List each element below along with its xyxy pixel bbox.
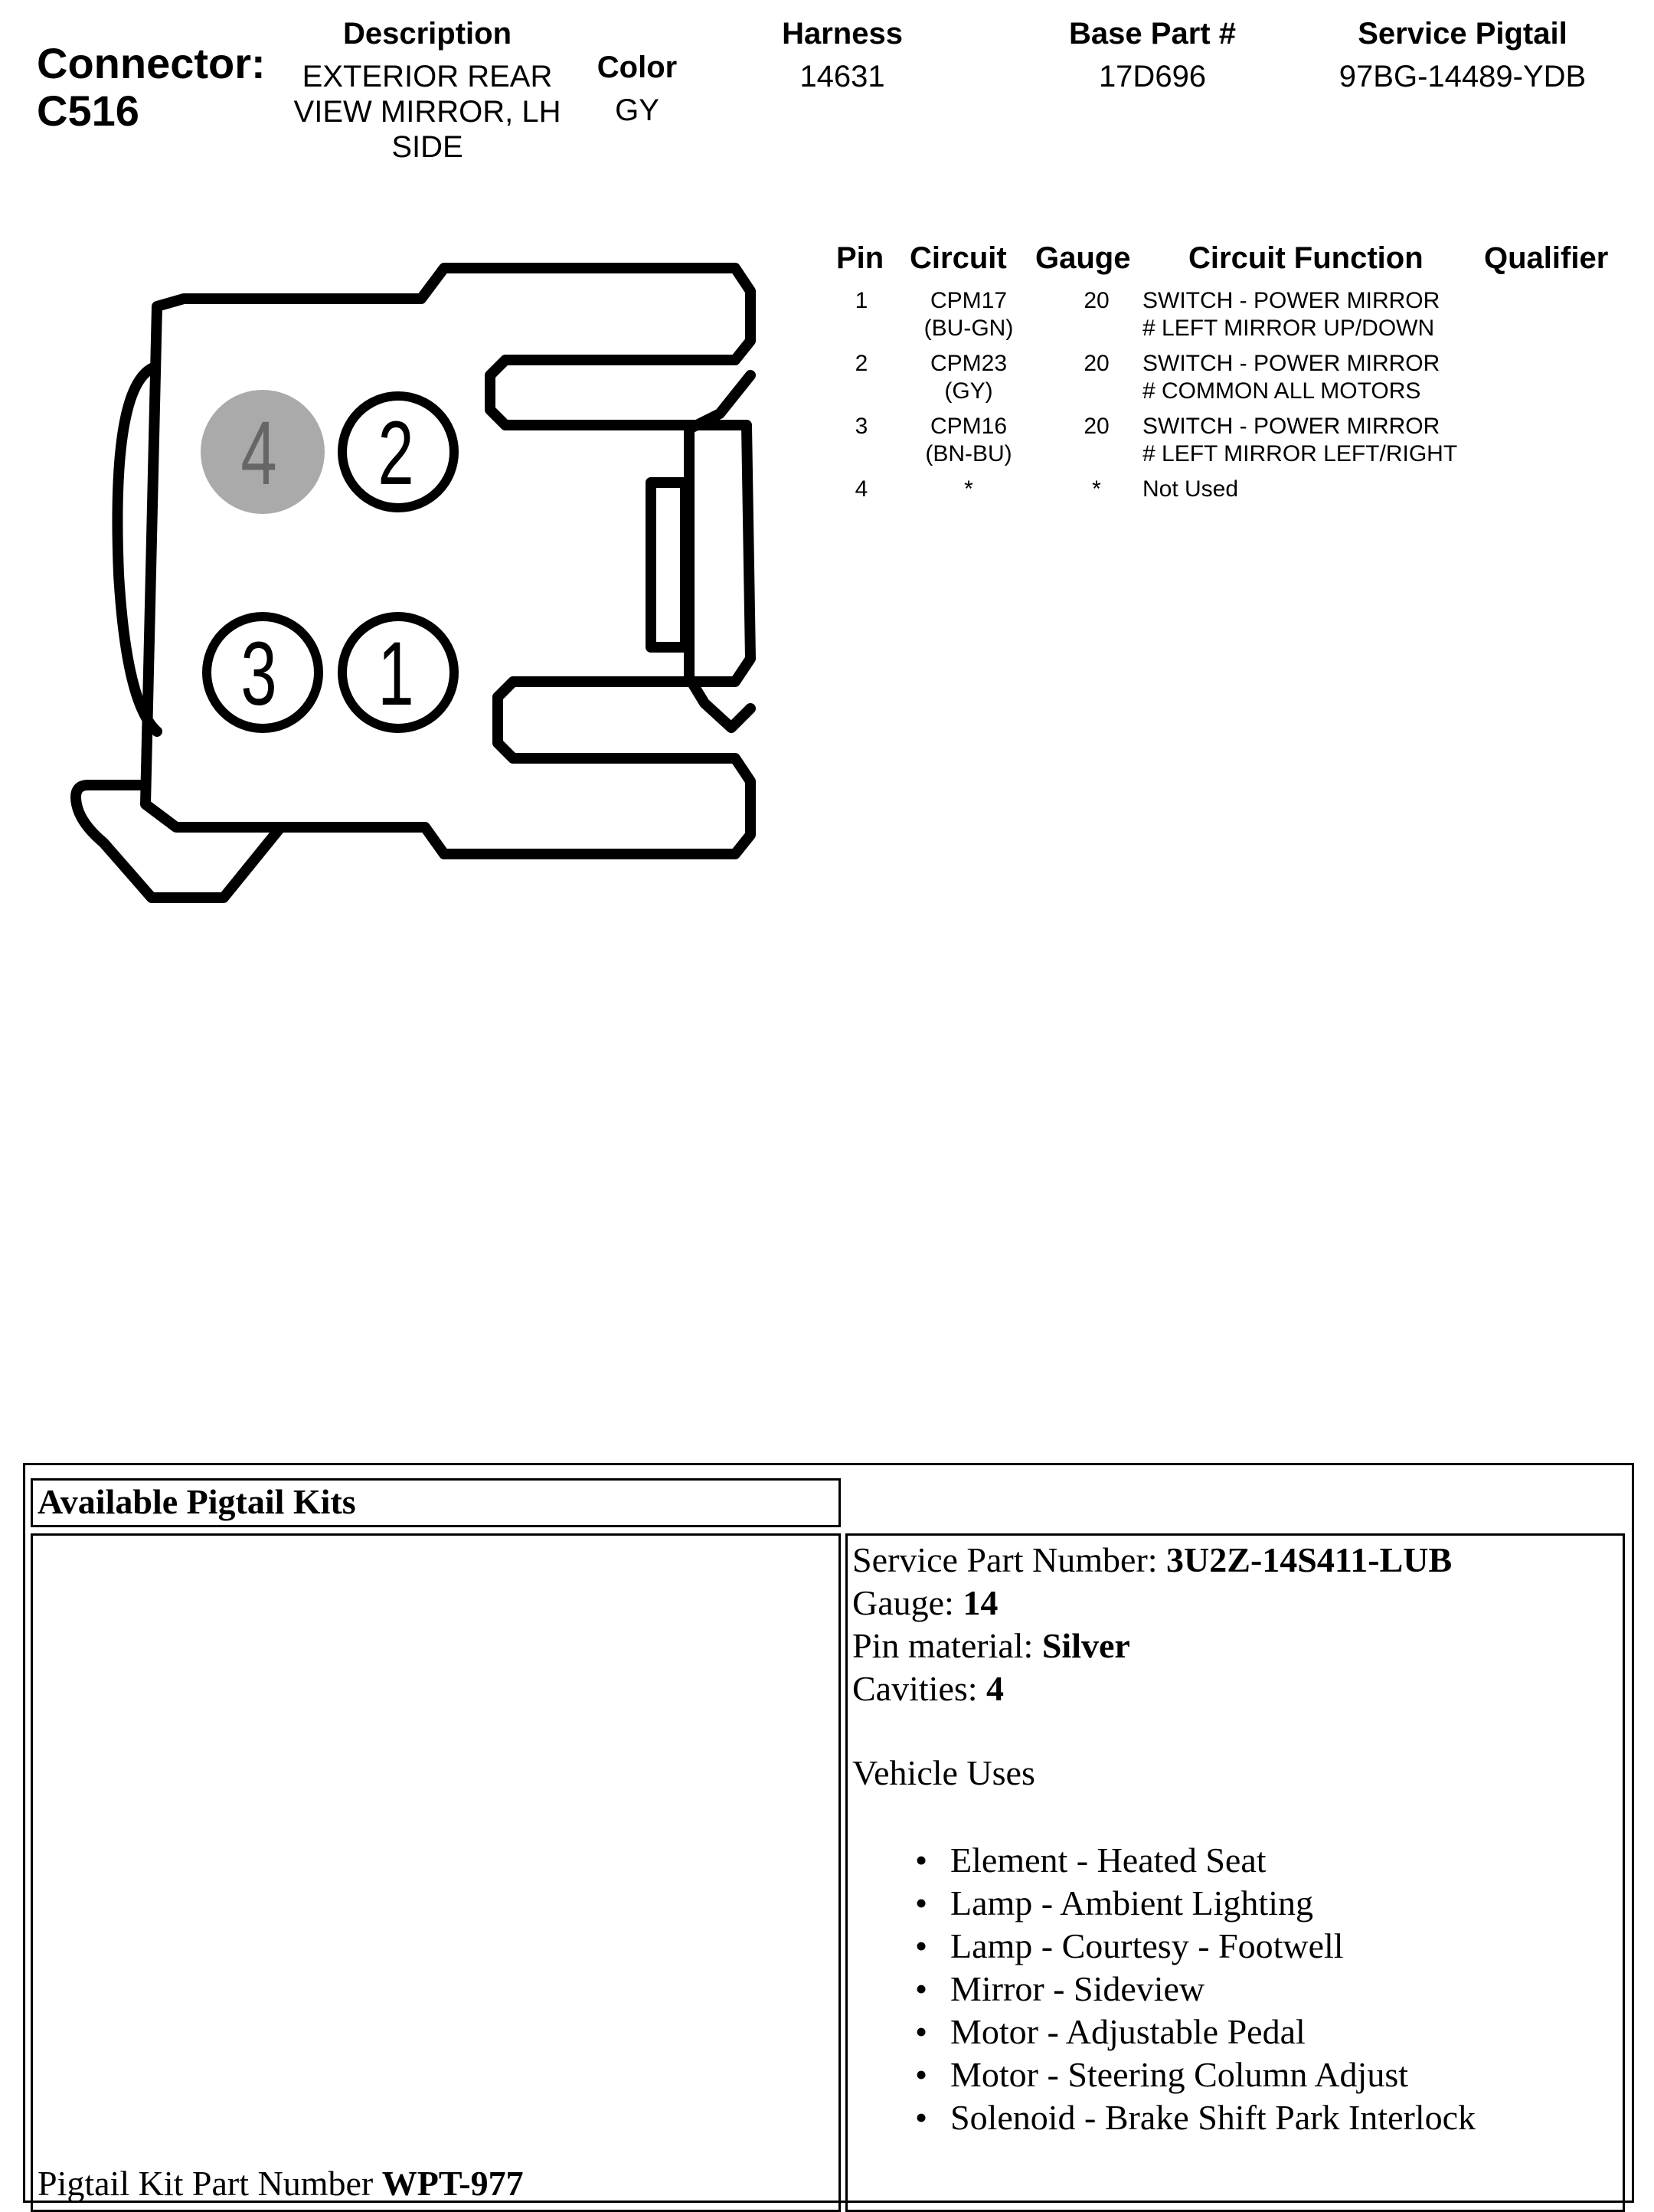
connector-housing-outline bbox=[145, 268, 750, 854]
color-column bbox=[568, 51, 706, 128]
connector-key-slot bbox=[651, 483, 685, 647]
vehicle-use-text: Element - Heated Seat bbox=[950, 1841, 1267, 1880]
vehicle-use-item bbox=[891, 2011, 1623, 2053]
function-line: # LEFT MIRROR UP/DOWN bbox=[1142, 316, 1435, 341]
function-line: SWITCH - POWER MIRROR bbox=[1142, 351, 1440, 376]
service-pigtail-header: Service Pigtail bbox=[1358, 17, 1567, 51]
description-line: EXTERIOR REAR bbox=[302, 60, 553, 93]
connector-label bbox=[37, 40, 266, 135]
circuit-color: (BU-GN) bbox=[923, 316, 1014, 341]
kit-gauge bbox=[852, 1582, 1623, 1625]
pin-row bbox=[827, 413, 1631, 474]
pin-number: 4 bbox=[855, 476, 868, 502]
harness-header: Harness bbox=[782, 17, 903, 51]
circuit-header: Circuit bbox=[910, 241, 1007, 275]
vehicle-use-item bbox=[891, 2053, 1623, 2096]
base-part-value: 17D696 bbox=[1098, 60, 1207, 93]
pin-material-label: Pin material: bbox=[852, 1626, 1042, 1665]
kit-part-value: WPT-977 bbox=[381, 2164, 524, 2203]
connector-id: C516 bbox=[37, 87, 139, 135]
color-value: GY bbox=[615, 93, 659, 127]
kit-part-label: Pigtail Kit Part Number bbox=[38, 2164, 382, 2203]
vehicle-use-text: Solenoid - Brake Shift Park Interlock bbox=[950, 2098, 1476, 2137]
vehicle-use-item bbox=[891, 2096, 1623, 2139]
pin-number: 3 bbox=[855, 414, 868, 439]
bullet-icon: • bbox=[915, 2055, 928, 2094]
circuit-color: (BN-BU) bbox=[925, 441, 1012, 466]
pin-row bbox=[827, 287, 1631, 348]
circuit-cell bbox=[896, 287, 1041, 342]
circuit-code: CPM16 bbox=[930, 414, 1008, 439]
vehicle-uses-list bbox=[891, 1839, 1623, 2139]
bullet-icon: • bbox=[915, 1969, 928, 2008]
pigtail-kit-details-cell bbox=[845, 1533, 1625, 2212]
service-part-label: Service Part Number: bbox=[852, 1540, 1167, 1579]
bullet-icon: • bbox=[915, 1841, 928, 1880]
pin-row bbox=[827, 350, 1631, 411]
circuit-code: CPM23 bbox=[930, 351, 1008, 376]
vehicle-use-item bbox=[891, 1925, 1623, 1968]
circuit-code: CPM17 bbox=[930, 288, 1008, 313]
circuit-cell bbox=[896, 350, 1041, 405]
cavities-label: Cavities: bbox=[852, 1669, 987, 1708]
pin-material-value: Silver bbox=[1041, 1626, 1130, 1665]
kit-gauge-value: 14 bbox=[963, 1583, 999, 1622]
connector-latch bbox=[76, 785, 279, 898]
description-header: Description bbox=[342, 17, 512, 51]
vehicle-use-text: Lamp - Courtesy - Footwell bbox=[950, 1926, 1344, 1965]
gauge-header: Gauge bbox=[1035, 241, 1131, 275]
pin-row bbox=[827, 476, 1631, 509]
pigtail-kits-title-cell bbox=[31, 1478, 841, 1527]
function-line: SWITCH - POWER MIRROR bbox=[1142, 288, 1440, 313]
vehicle-use-text: Motor - Steering Column Adjust bbox=[950, 2055, 1408, 2094]
pigtail-kit-part-number bbox=[38, 2162, 524, 2205]
cavity-1-label: 1 bbox=[378, 623, 414, 725]
color-header: Color bbox=[597, 51, 678, 84]
function-cell bbox=[1142, 287, 1440, 342]
bullet-icon: • bbox=[915, 2012, 928, 2051]
function-cell bbox=[1142, 350, 1440, 405]
vehicle-use-item bbox=[891, 1968, 1623, 2011]
cavities bbox=[852, 1667, 1623, 1710]
function-cell: Not Used bbox=[1142, 476, 1239, 502]
vehicle-use-item bbox=[891, 1882, 1623, 1925]
description-line: VIEW MIRROR, LH bbox=[293, 95, 561, 129]
service-part-number bbox=[852, 1539, 1623, 1582]
connector-label-text: Connector: bbox=[37, 39, 266, 87]
vehicle-use-text: Lamp - Ambient Lighting bbox=[950, 1883, 1313, 1922]
pin-number: 2 bbox=[855, 351, 868, 376]
service-part-value: 3U2Z-14S411-LUB bbox=[1166, 1540, 1453, 1579]
description-line: SIDE bbox=[391, 130, 463, 164]
circuit-cell bbox=[896, 413, 1041, 468]
cavity-3-label: 3 bbox=[240, 623, 277, 725]
pigtail-kit-image-cell bbox=[31, 1533, 841, 2212]
pin-header: Pin bbox=[836, 241, 884, 275]
pigtail-kits-title: Available Pigtail Kits bbox=[38, 1482, 356, 1521]
cavities-value: 4 bbox=[986, 1669, 1005, 1708]
vehicle-use-text: Motor - Adjustable Pedal bbox=[950, 2012, 1306, 2051]
pin-material bbox=[852, 1625, 1623, 1667]
connector-diagram bbox=[61, 253, 773, 911]
harness-column bbox=[727, 17, 957, 94]
service-pigtail-column bbox=[1294, 17, 1631, 94]
description-value bbox=[274, 59, 580, 165]
bullet-icon: • bbox=[915, 1926, 928, 1965]
pin-number: 1 bbox=[855, 288, 868, 313]
function-line: # LEFT MIRROR LEFT/RIGHT bbox=[1142, 441, 1458, 466]
vehicle-use-item bbox=[891, 1839, 1623, 1882]
cavity-2-label: 2 bbox=[378, 402, 414, 504]
function-cell bbox=[1142, 413, 1457, 468]
service-pigtail-value: 97BG-14489-YDB bbox=[1339, 60, 1587, 93]
harness-value: 14631 bbox=[799, 60, 885, 93]
circuit-function-header: Circuit Function bbox=[1188, 241, 1424, 275]
gauge-cell: 20 bbox=[1084, 414, 1110, 439]
gauge-cell: 20 bbox=[1084, 351, 1110, 376]
gauge-cell: * bbox=[1092, 476, 1101, 502]
base-part-column bbox=[1018, 17, 1286, 94]
cavity-4-label: 4 bbox=[240, 402, 277, 504]
gauge-cell: 20 bbox=[1084, 288, 1110, 313]
circuit-cell: * bbox=[964, 476, 973, 502]
vehicle-use-text: Mirror - Sideview bbox=[950, 1969, 1205, 2008]
function-line: # COMMON ALL MOTORS bbox=[1142, 378, 1421, 404]
circuit-color: (GY) bbox=[944, 378, 993, 404]
description-column bbox=[274, 17, 580, 165]
kit-gauge-label: Gauge: bbox=[852, 1583, 963, 1622]
function-line: SWITCH - POWER MIRROR bbox=[1142, 414, 1440, 439]
qualifier-header: Qualifier bbox=[1484, 241, 1609, 275]
bullet-icon: • bbox=[915, 2098, 928, 2137]
bullet-icon: • bbox=[915, 1883, 928, 1922]
vehicle-uses-title: Vehicle Uses bbox=[852, 1753, 1035, 1792]
base-part-header: Base Part # bbox=[1069, 17, 1236, 51]
